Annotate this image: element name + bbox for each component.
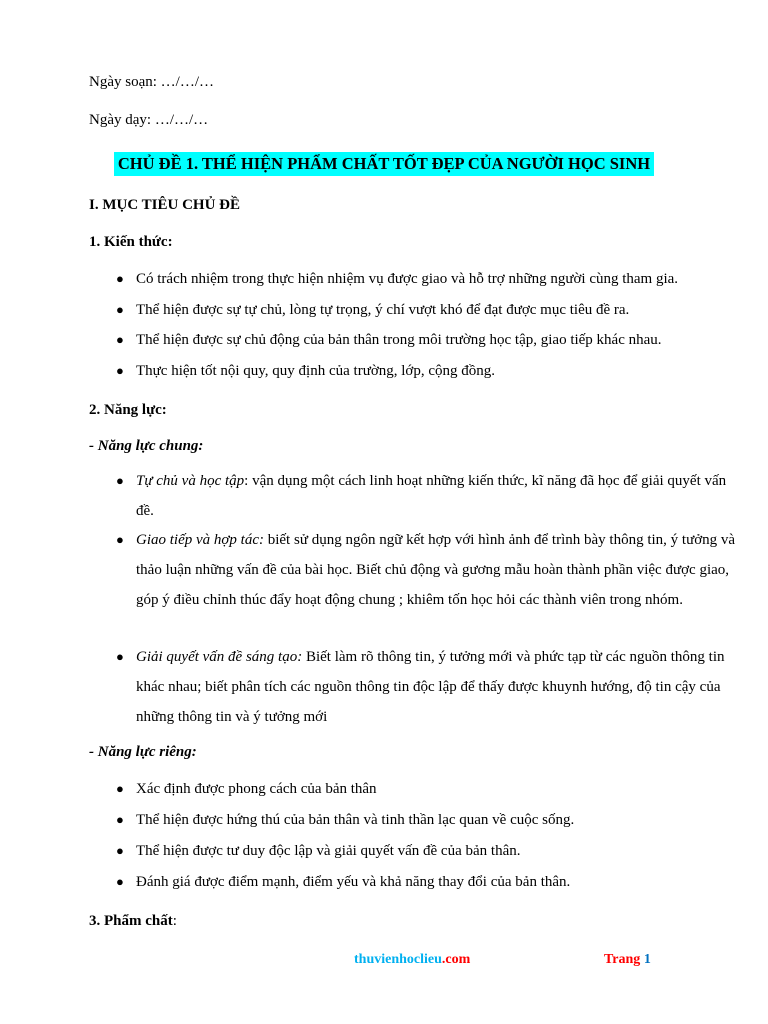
ngay-soan: Ngày soạn: …/…/… [89,74,214,90]
footer-page-num: 1 [643,952,651,967]
list-item [116,774,746,804]
list-item-text: Đánh giá được điểm mạnh, điểm yếu và khả năng thay đổi của bản thân. [136,874,571,890]
ngay-day: Ngày dạy: …/…/… [89,112,209,128]
bullet-icon: ● [116,332,124,347]
section-heading-muc-tieu: I. MỤC TIÊU CHỦ ĐỀ [89,197,240,213]
list-item-text: Thể hiện được hứng thú của bản thân và tinh thần lạc quan về cuộc sống. [136,812,575,828]
list-item [116,325,746,355]
list-item [116,295,746,325]
list-item [116,642,746,732]
page-title: CHỦ ĐỀ 1. THỂ HIỆN PHẨM CHẤT TỐT ĐẸP CỦA NGƯỜI HỌC SINH [114,152,654,176]
bullet-icon: ● [116,473,124,488]
heading-pham-chat-colon: : [172,913,177,929]
bullet-icon: ● [116,843,124,858]
list-item-text: Thể hiện được sự chủ động của bản thân trong môi trường học tập, giao tiếp khác nhau. [136,332,662,348]
list-item-text: Biết làm rõ thông tin, ý tưởng mới và phức tạp từ các nguồn thông tin khác nhau; biết phân tích các nguồn thông tin độc lập để thấy được khuynh hướng, độ tin cậy của những thông tin và ý tưởng mới [136,649,725,725]
list-item [116,264,746,294]
title-wrap [0,152,768,176]
footer-site-tld: .com [441,952,471,967]
list-item [116,836,746,866]
bullet-icon: ● [116,649,124,664]
bullet-icon: ● [116,271,124,286]
list-item [116,867,746,897]
list-item [116,466,746,526]
list-item [116,356,746,386]
list-item-text: Thể hiện được tư duy độc lập và giải quyết vấn đề của bản thân. [136,843,521,859]
list-item [116,525,746,615]
bullet-icon: ● [116,532,124,547]
list-item-text: biết sử dụng ngôn ngữ kết hợp với hình ảnh để trình bày thông tin, ý tưởng và thảo luận những vấn đề của bài học. Biết chủ động và gương mẫu hoàn thành phần việc được giao, góp ý điều chỉnh thúc đẩy hoạt động chung ; khiêm tốn học hỏi các thành viên trong nhóm. [136,532,736,608]
heading-nang-luc-rieng: - Năng lực riêng: [89,744,197,760]
list-item-label: Giải quyết vấn đề sáng tạo: [136,649,303,665]
list-item-label: Tự chủ và học tập [136,473,245,489]
footer-page-number [604,952,651,968]
bullet-icon: ● [116,874,124,889]
list-item-text: Thể hiện được sự tự chủ, lòng tự trọng, ý chí vượt khó để đạt được mục tiêu đề ra. [136,302,630,318]
footer-site-link[interactable] [354,952,470,968]
bullet-icon: ● [116,302,124,317]
heading-pham-chat-wrap [89,911,177,931]
heading-nang-luc-chung: - Năng lực chung: [89,438,204,454]
list-item-text: Xác định được phong cách của bản thân [136,781,377,797]
footer-page-label: Trang [604,952,644,967]
bullet-icon: ● [116,781,124,796]
bullet-icon: ● [116,363,124,378]
heading-kien-thuc: 1. Kiến thức: [89,234,173,250]
list-item-sep: : [244,473,253,489]
list-item-text: Có trách nhiệm trong thực hiện nhiệm vụ được giao và hỗ trợ những người cùng tham gia. [136,271,679,287]
heading-nang-luc: 2. Năng lực: [89,402,167,418]
footer-site-name: thuvienhoclieu [354,952,442,967]
list-item-text: Thực hiện tốt nội quy, quy định của trường, lớp, cộng đồng. [136,363,496,379]
list-item-text: vận dụng một cách linh hoạt những kiến thức, kĩ năng đã học để giải quyết vấn đề. [136,473,727,519]
list-item-label: Giao tiếp và hợp tác: [136,532,264,548]
list-item [116,805,746,835]
heading-pham-chat: 3. Phẩm chất [89,913,173,929]
bullet-icon: ● [116,812,124,827]
